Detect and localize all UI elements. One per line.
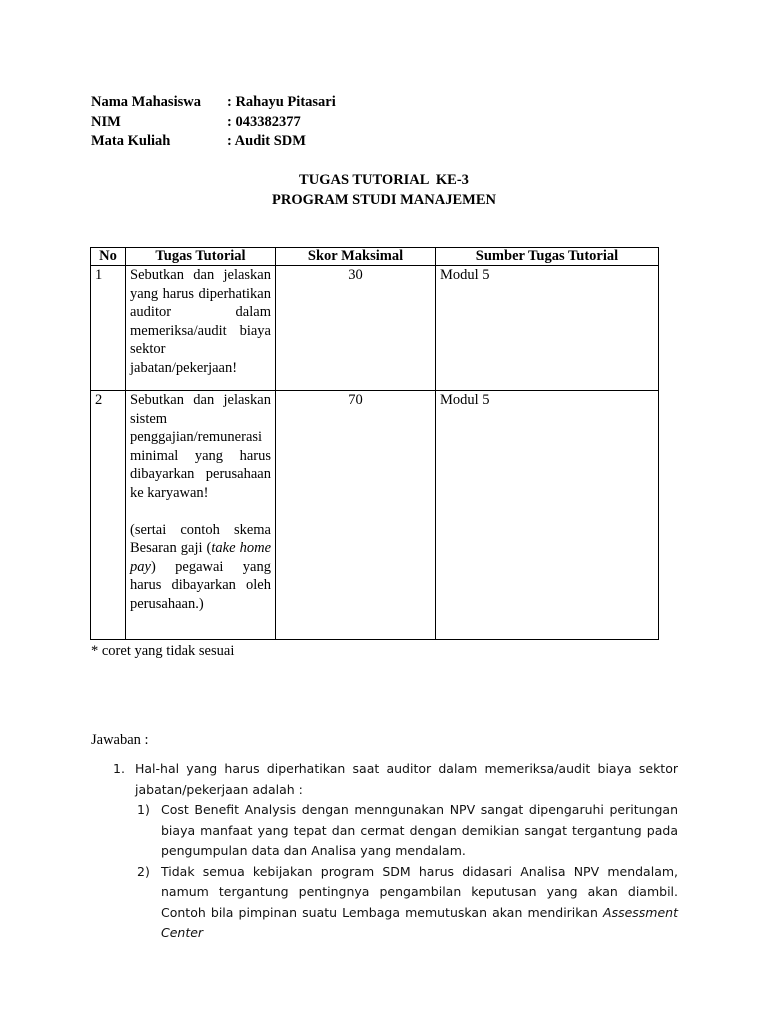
- title-line-2: PROGRAM STUDI MANAJEMEN: [272, 191, 496, 208]
- info-value: : Rahayu Pitasari: [227, 94, 336, 110]
- list-item-text: [161, 862, 678, 944]
- note-post: ) pegawai yang harus dibayarkan oleh perusahaan.): [130, 558, 271, 612]
- answer-heading: Hal-hal yang harus diperhatikan saat auditor dalam memeriksa/audit biaya sektor jabatan/pekerjaan adalah :: [135, 761, 678, 797]
- info-label: Mata Kuliah: [91, 133, 171, 149]
- info-value: : Audit SDM: [227, 133, 306, 149]
- answer-body: [135, 759, 678, 944]
- list-item-text: Cost Benefit Analysis dengan menngunakan NPV sangat dipengaruhi peritungan biaya manfaat yang tepat dan cermat dengan demikian sangat tergantung pada pengumpulan data dan Analisa yang mendalam.: [161, 802, 678, 858]
- cell-no: 2: [91, 391, 126, 640]
- note-pre: (sertai contoh skema Besaran gaji (: [130, 521, 271, 556]
- answer-label: Jawaban :: [91, 732, 149, 748]
- info-row-name: [91, 93, 336, 113]
- list-item-number: 1): [137, 802, 150, 817]
- list-item: [137, 862, 678, 944]
- cell-sumber: Modul 5: [436, 266, 659, 391]
- list-item-text-italic: Assessment Center: [161, 904, 678, 940]
- task-text: Sebutkan dan jelaskan yang harus diperhatikan auditor dalam memeriksa/audit biaya sektor jabatan/pekerjaan!: [130, 267, 271, 376]
- info-row-course: [91, 132, 336, 152]
- cell-no: 1: [91, 266, 126, 391]
- header-no: No: [91, 248, 126, 266]
- answer-section: [113, 759, 678, 944]
- cell-skor: 30: [276, 266, 436, 391]
- header-skor: Skor Maksimal: [276, 248, 436, 266]
- footnote: * coret yang tidak sesuai: [91, 643, 235, 659]
- cell-tugas: [126, 266, 276, 391]
- header-tugas: Tugas Tutorial: [126, 248, 276, 266]
- answer-number: 1.: [113, 761, 125, 776]
- list-item-number: 2): [137, 863, 150, 879]
- list-item: [137, 800, 678, 862]
- info-value: : 043382377: [227, 113, 301, 130]
- document-title: [0, 171, 768, 210]
- student-info: [91, 93, 336, 152]
- cell-sumber: Modul 5: [436, 391, 659, 640]
- tasks-table: [90, 247, 659, 640]
- info-label: NIM: [91, 113, 121, 130]
- info-label: Nama Mahasiswa: [91, 94, 201, 110]
- cell-tugas: [126, 391, 276, 640]
- header-sumber: Sumber Tugas Tutorial: [436, 248, 659, 266]
- task-note: [130, 521, 271, 614]
- note-italic: take home pay: [130, 540, 272, 575]
- task-text: Sebutkan dan jelaskan sistem penggajian/remunerasi minimal yang harus dibayarkan perusahaan ke karyawan!: [130, 392, 271, 501]
- table-header-row: [91, 248, 659, 266]
- answer-item: [113, 759, 678, 944]
- title-line-1: TUGAS TUTORIAL KE-3: [299, 172, 469, 188]
- table-row: [91, 391, 659, 640]
- cell-skor: 70: [276, 391, 436, 640]
- list-item-text-main: Tidak semua kebijakan program SDM harus didasari Analisa NPV mendalam, namum tergantung pentingnya pengambilan keputusan yang akan diambil. Contoh bila pimpinan suatu Lembaga memutuskan akan mendirikan: [161, 863, 678, 920]
- spacer: [130, 502, 271, 521]
- info-row-nim: [91, 113, 336, 133]
- table-row: [91, 266, 659, 391]
